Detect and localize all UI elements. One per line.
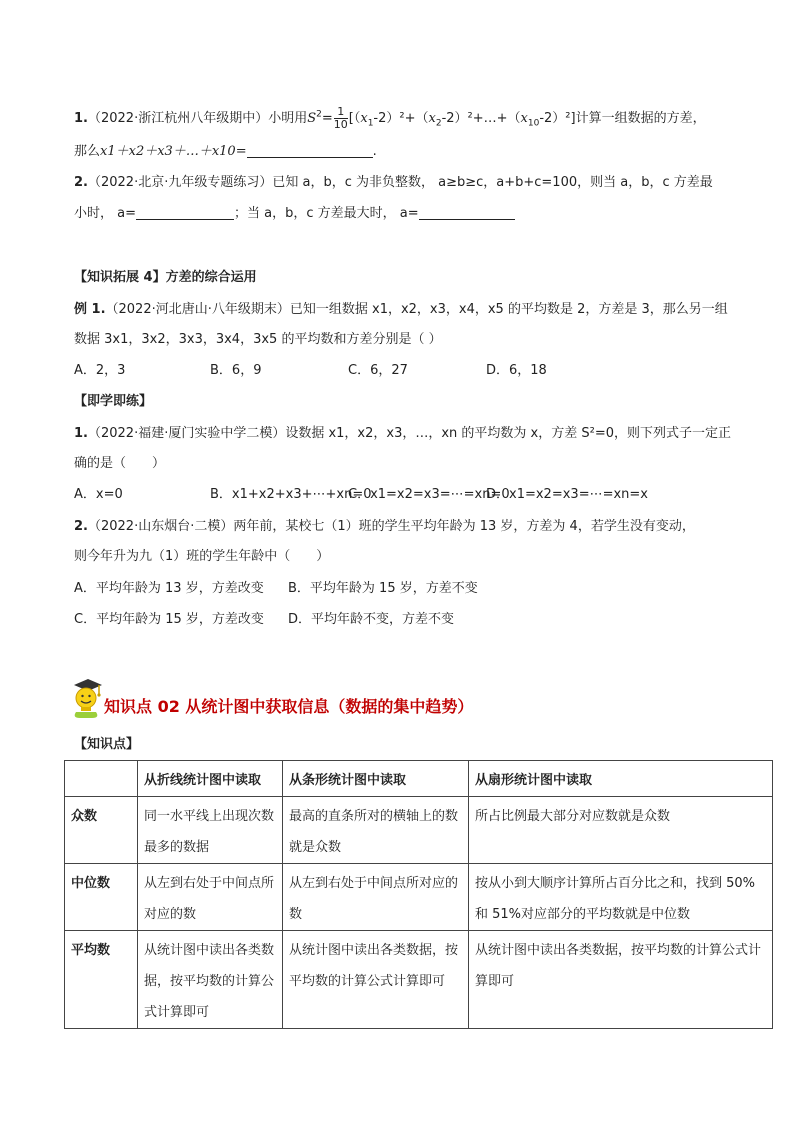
question-text: [（ (348, 111, 361, 126)
fraction (334, 106, 348, 131)
option-a[interactable]: A．平均年龄为 13 岁，方差改变 (74, 581, 264, 596)
option-b[interactable]: B．6，9 (210, 363, 262, 378)
question-text: -2）²]计算一组数据的方差， (539, 111, 706, 126)
practice-heading: 【即学即练】 (74, 394, 153, 409)
extension-title: 方差的综合运用 (165, 270, 257, 285)
table-header-cell: 从折线统计图中读取 (138, 761, 283, 797)
option-c[interactable]: C．6，27 (348, 363, 408, 378)
practice-1-line-2: 确的是（ ） (74, 456, 166, 471)
subscript: 2 (435, 118, 442, 129)
row-label: 众数 (65, 797, 138, 864)
question-text: 已知 a，b，c 为非负整数， a≥b≥c，a+b+c=100，则当 a，b，c 方差最 (272, 175, 713, 190)
question-number: 1. (74, 111, 88, 126)
table-header-cell: 从条形统计图中读取 (283, 761, 469, 797)
question-source: （2022·北京·九年级专题练习） (87, 175, 273, 190)
fraction-numerator: 1 (334, 106, 348, 119)
question-2-line-2 (74, 204, 515, 224)
question-text: 那么 (74, 144, 101, 159)
question-text: ；当 a，b，c 方差最大时， a= (234, 206, 419, 221)
knowledge-extension-heading (74, 268, 257, 288)
example-text: 数据 3x1，3x2，3x3，3x4，3x5 的平均数和方差分别是（ ） (74, 332, 442, 347)
fraction-denominator: 10 (333, 118, 348, 131)
question-1-line-2 (74, 142, 377, 162)
variable-x: x (360, 111, 368, 126)
question-text: -2）²+（ (373, 111, 429, 126)
question-number: 2. (74, 175, 88, 190)
table-cell: 从统计图中读出各类数据，按平均数的计算公式计算即可 (469, 931, 773, 1029)
question-1-line-1 (74, 106, 706, 131)
scholar-lightbulb-icon (68, 676, 104, 720)
answer-blank[interactable] (247, 143, 373, 158)
table-cell: 从统计图中读出各类数据，按平均数的计算公式计算即可 (138, 931, 283, 1029)
variable-x: x (428, 111, 436, 126)
variable-x: x (520, 111, 528, 126)
table-header-cell: 从扇形统计图中读取 (469, 761, 773, 797)
table-cell: 最高的直条所对的横轴上的数就是众数 (283, 797, 469, 864)
question-text: （2022·福建·厦门实验中学二模）设数据 x1，x2，x3，…，xn 的平均数为 x，方差 S²=0，则下列式子一定正 (87, 426, 732, 441)
table-cell: 所占比例最大部分对应数就是众数 (469, 797, 773, 864)
table-header-row (65, 761, 773, 797)
period: . (372, 144, 377, 159)
table-cell: 按从小到大顺序计算所占百分比之和，找到 50%和 51%对应部分的平均数就是中位数 (469, 864, 773, 931)
bracket-label: 【知识拓展 4】 (74, 270, 166, 285)
question-text: （2022·山东烟台·二模）两年前，某校七（1）班的学生平均年龄为 13 岁，方差为 4，若学生没有变动， (87, 519, 695, 534)
question-source: （2022·浙江杭州八年级期中） (87, 111, 269, 126)
table-row (65, 864, 773, 931)
table-cell: 从左到右处于中间点所对应的数 (283, 864, 469, 931)
answer-blank[interactable] (136, 205, 234, 220)
table-row (65, 797, 773, 864)
option-d[interactable]: D．x1=x2=x3=⋯=xn=x (486, 487, 648, 502)
knowledge-label: 【知识点】 (74, 737, 140, 752)
option-d[interactable]: D．平均年龄不变，方差不变 (288, 612, 455, 627)
subscript: 10 (527, 118, 540, 129)
option-a[interactable]: A．2，3 (74, 363, 126, 378)
knowledge-table (64, 760, 773, 1029)
exponent: 2 (316, 109, 322, 120)
knowledge-point-title: 知识点 02 从统计图中获取信息（数据的集中趋势） (104, 697, 474, 716)
question-text: 小明用 (268, 111, 308, 126)
option-a[interactable]: A．x=0 (74, 487, 123, 502)
example-1-line-1 (74, 300, 728, 320)
option-d[interactable]: D．6，18 (486, 363, 547, 378)
example-label: 例 1. (74, 302, 106, 317)
variance-symbol: S (307, 111, 317, 126)
table-cell: 同一水平线上出现次数最多的数据 (138, 797, 283, 864)
question-text: 小时， a= (74, 206, 136, 221)
table-cell: 从统计图中读出各类数据，按平均数的计算公式计算即可 (283, 931, 469, 1029)
table-row (65, 931, 773, 1029)
practice-2-line-1 (74, 517, 695, 537)
row-label: 中位数 (65, 864, 138, 931)
question-number: 1. (74, 426, 88, 441)
equals-sign: = (321, 111, 333, 126)
question-number: 2. (74, 519, 88, 534)
option-c[interactable]: C．x1=x2=x3=⋯=xn=0 (348, 487, 510, 502)
sum-expression: x1＋x2＋x3＋…＋x10= (100, 144, 247, 159)
option-b[interactable]: B．平均年龄为 15 岁，方差不变 (288, 581, 478, 596)
practice-2-line-2: 则今年升为九（1）班的学生年龄中（ ） (74, 549, 330, 564)
table-cell: 从左到右处于中间点所对应的数 (138, 864, 283, 931)
example-1-line-2 (74, 330, 442, 350)
example-text: （2022·河北唐山·八年级期末）已知一组数据 x1，x2，x3，x4，x5 的平均数是 2，方差是 3，那么另一组 (105, 302, 728, 317)
question-2-line-1 (74, 173, 713, 193)
option-c[interactable]: C．平均年龄为 15 岁，方差改变 (74, 612, 264, 627)
table-header-cell (65, 761, 138, 797)
practice-1-line-1 (74, 424, 731, 444)
row-label: 平均数 (65, 931, 138, 1029)
question-text: -2）²+…+（ (441, 111, 521, 126)
subscript: 1 (367, 118, 374, 129)
option-b[interactable]: B．x1+x2+x3+⋯+xn=0 (210, 487, 372, 502)
answer-blank[interactable] (419, 205, 515, 220)
